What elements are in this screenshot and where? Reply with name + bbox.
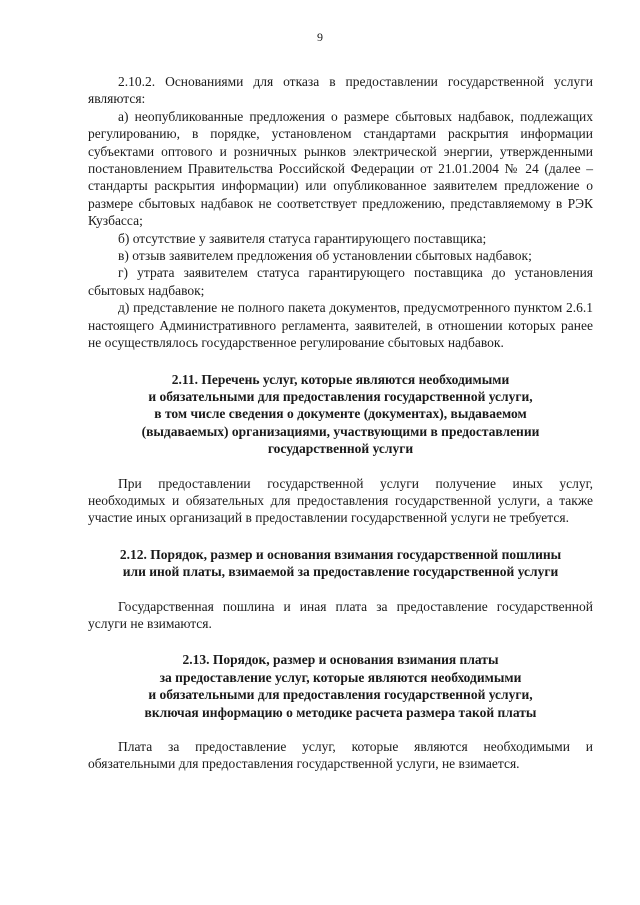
paragraph-2-13-body: Плата за предоставление услуг, которые являются необходимыми и обязательными для предоставления государственной услуги, не взимается. <box>88 739 593 772</box>
heading-2-11-line: в том числе сведения о документе (документах), выдаваемом <box>154 406 527 422</box>
heading-2-13-line: за предоставление услуг, которые являются необходимыми <box>159 669 522 685</box>
section-2-10-2 <box>88 73 593 352</box>
heading-2-13-line: 2.13. Порядок, размер и основания взимания платы <box>182 652 499 668</box>
section-2-12 <box>88 546 593 633</box>
section-spacer <box>88 352 593 371</box>
heading-2-12-line: 2.12. Порядок, размер и основания взимания государственной пошлины <box>119 546 562 562</box>
section-2-13 <box>88 651 593 772</box>
paragraph-item-a: а) неопубликованные предложения о размере сбытовых надбавок, подлежащих регулированию, в порядке, установленом стандартами раскрытия информации субъектами оптового и розничных рынков электрической энергии, утвержденными постановлением Правительства Российской Федерации от 21.01.2004 № 24 (далее – стандарты раскрытия информации) или опубликованное заявителем предложение о размере сбытовых надбавок не соответствует предложению, представляемому в РЭК Кузбасса; <box>88 108 593 229</box>
heading-2-13 <box>88 651 593 721</box>
section-spacer <box>88 458 593 475</box>
paragraph-2-11-body: При предоставлении государственной услуги получение иных услуг, необходимых и обязательных для предоставления государственной услуги, а также участие иных организаций в предоставлении государственной услуги не требуется. <box>88 475 593 526</box>
section-spacer <box>88 632 593 651</box>
heading-2-13-line: и обязательными для предоставления государственной услуги, <box>148 687 533 703</box>
heading-2-12-line: или иной платы, взимаемой за предоставление государственной услуги <box>122 564 559 580</box>
paragraph-item-d: д) представление не полного пакета документов, предусмотренного пунктом 2.6.1 настоящего Административного регламента, заявителей, в отношении которых ранее не осуществлялось государственное регулирование сбытовых надбавок. <box>88 300 593 351</box>
heading-2-11-line: государственной услуги <box>267 441 414 457</box>
page-number: 9 <box>317 30 323 44</box>
section-spacer <box>88 581 593 598</box>
paragraph-2-12-body: Государственная пошлина и иная плата за предоставление государственной услуги не взимаются. <box>88 598 593 631</box>
heading-2-11-line: 2.11. Перечень услуг, которые являются необходимыми <box>171 371 510 387</box>
paragraph-2-10-2-intro: 2.10.2. Основаниями для отказа в предоставлении государственной услуги являются: <box>88 74 593 107</box>
paragraph-item-v: в) отзыв заявителем предложения об установлении сбытовых надбавок; <box>118 248 532 264</box>
heading-2-13-line: включая информацию о методике расчета размера такой платы <box>144 704 537 720</box>
paragraph-item-b: б) отсутствие у заявителя статуса гарантирующего поставщика; <box>118 230 487 246</box>
section-2-11 <box>88 371 593 527</box>
heading-2-11-line: и обязательными для предоставления государственной услуги, <box>148 388 533 404</box>
section-spacer <box>88 527 593 546</box>
paragraph-item-g: г) утрата заявителем статуса гарантирующего поставщика до установления сбытовых надбавок; <box>88 265 593 298</box>
heading-2-11-line: (выдаваемых) организациями, участвующими в предоставлении <box>141 423 540 439</box>
heading-2-12 <box>88 546 593 581</box>
heading-2-11 <box>88 371 593 458</box>
page-content <box>88 73 593 773</box>
section-spacer <box>88 721 593 738</box>
